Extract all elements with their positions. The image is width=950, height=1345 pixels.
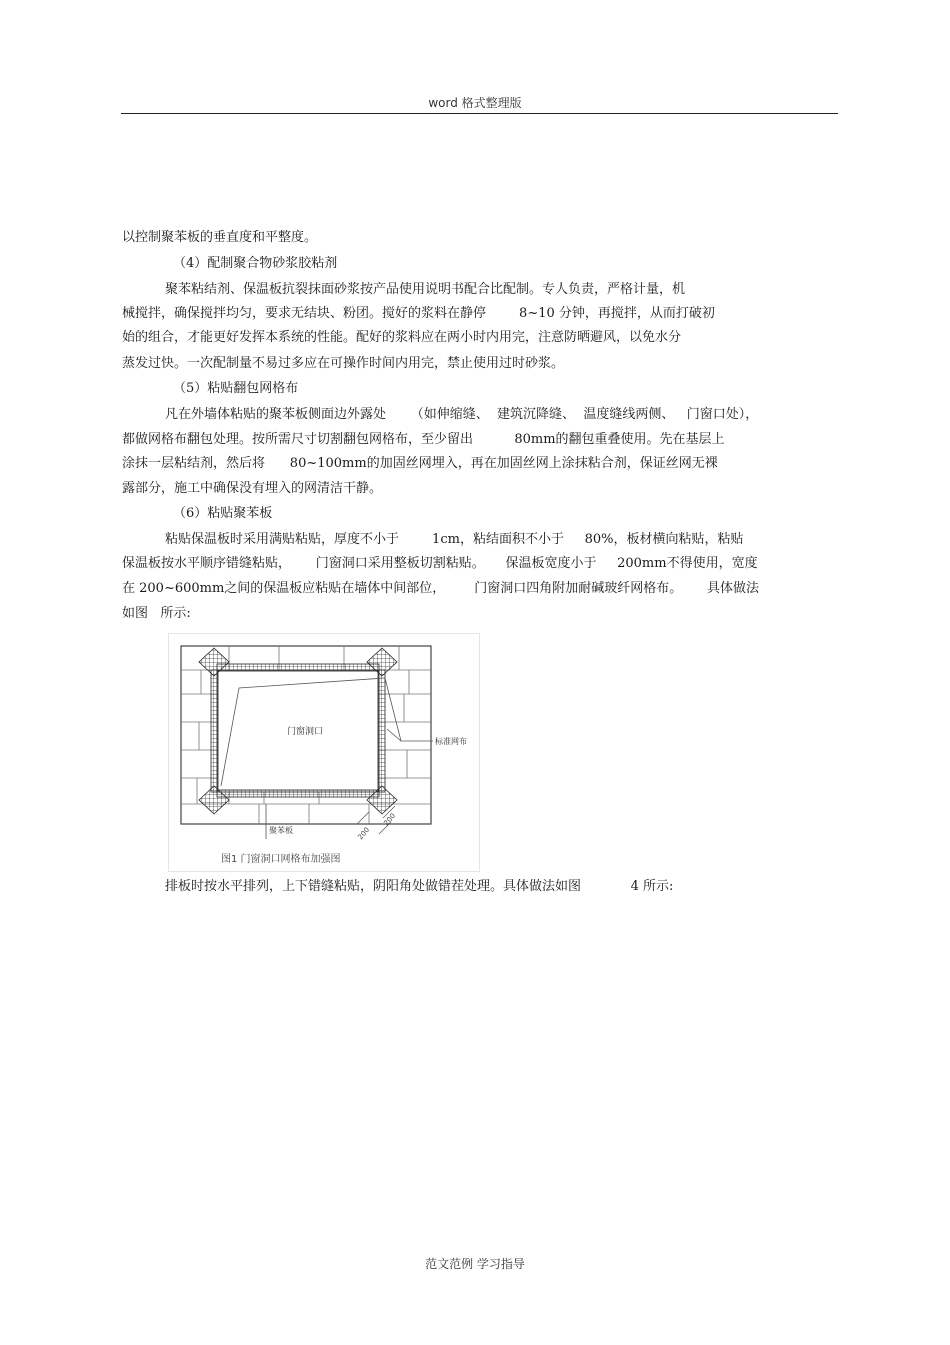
paragraph-line: 以控制聚苯板的垂直度和平整度。 <box>122 230 318 245</box>
paragraph-line: 排板时按水平排列，上下错缝粘贴，阴阳角处做错茬处理。具体做法如图 4 所示: <box>165 879 674 894</box>
paragraph-line: 涂抹一层粘结剂，然后将 80~100mm的加固丝网埋入，再在加固丝网上涂抹粘合剂，保证丝网无裸 <box>122 456 718 471</box>
section-heading-5: （5）粘贴翻包网格布 <box>173 381 299 396</box>
paragraph-line: 露部分，施工中确保没有埋入的网清洁干静。 <box>122 481 383 496</box>
paragraph-line: 蒸发过快。一次配制量不易过多应在可操作时间内用完，禁止使用过时砂浆。 <box>122 356 565 371</box>
paragraph-line: 械搅拌，确保搅拌均匀，要求无结块、粉团。搅好的浆料在静停 8~10 分钟，再搅拌，从而打破初 <box>122 306 715 321</box>
figure-board-label: 聚苯板 <box>269 826 293 835</box>
figure-caption: 图1 门窗洞口网格布加强图 <box>221 854 341 865</box>
figure-mesh-label: 标准网布 <box>435 737 467 746</box>
paragraph-line: 粘贴保温板时采用满贴粘贴，厚度不小于 1cm，粘结面积不小于 80%，板材横向粘贴，粘贴 <box>165 532 744 547</box>
figure-drawing <box>169 634 479 871</box>
page-header: word 格式整理版 <box>428 96 522 110</box>
figure-dimension-right: 200 <box>382 811 398 828</box>
paragraph-line: 聚苯粘结剂、保温板抗裂抹面砂浆按产品使用说明书配合比配制。专人负责，严格计量，机 <box>165 282 686 297</box>
paragraph-line: 都做网格布翻包处理。按所需尺寸切割翻包网格布，至少留出 80mm的翻包重叠使用。先在基层上 <box>122 432 725 447</box>
section-heading-4: （4）配制聚合物砂浆胶粘剂 <box>173 256 338 271</box>
figure-window-mesh <box>168 633 480 872</box>
section-heading-6: （6）粘贴聚苯板 <box>173 506 273 521</box>
paragraph-line: 在 200~600mm之间的保温板应粘贴在墙体中间部位， 门窗洞口四角附加耐碱玻纤网格布。 具体做法 <box>122 581 760 596</box>
paragraph-line: 始的组合，才能更好发挥本系统的性能。配好的浆料应在两小时内用完，注意防晒避风，以免水分 <box>122 330 682 345</box>
page-footer: 范文范例 学习指导 <box>425 1257 525 1271</box>
header-divider <box>121 113 838 114</box>
figure-center-label: 门窗洞口 <box>287 727 324 737</box>
figure-dimension-left: 200 <box>356 825 372 842</box>
paragraph-line: 凡在外墙体粘贴的聚苯板侧面边外露处 （如伸缩缝、 建筑沉降缝、 温度缝线两侧、 门窗口处）， <box>165 407 759 422</box>
paragraph-line: 保温板按水平顺序错缝粘贴， 门窗洞口采用整板切割粘贴。 保温板宽度小于 200mm不得使用，宽度 <box>122 556 758 571</box>
paragraph-line: 如图 所示: <box>122 606 191 621</box>
